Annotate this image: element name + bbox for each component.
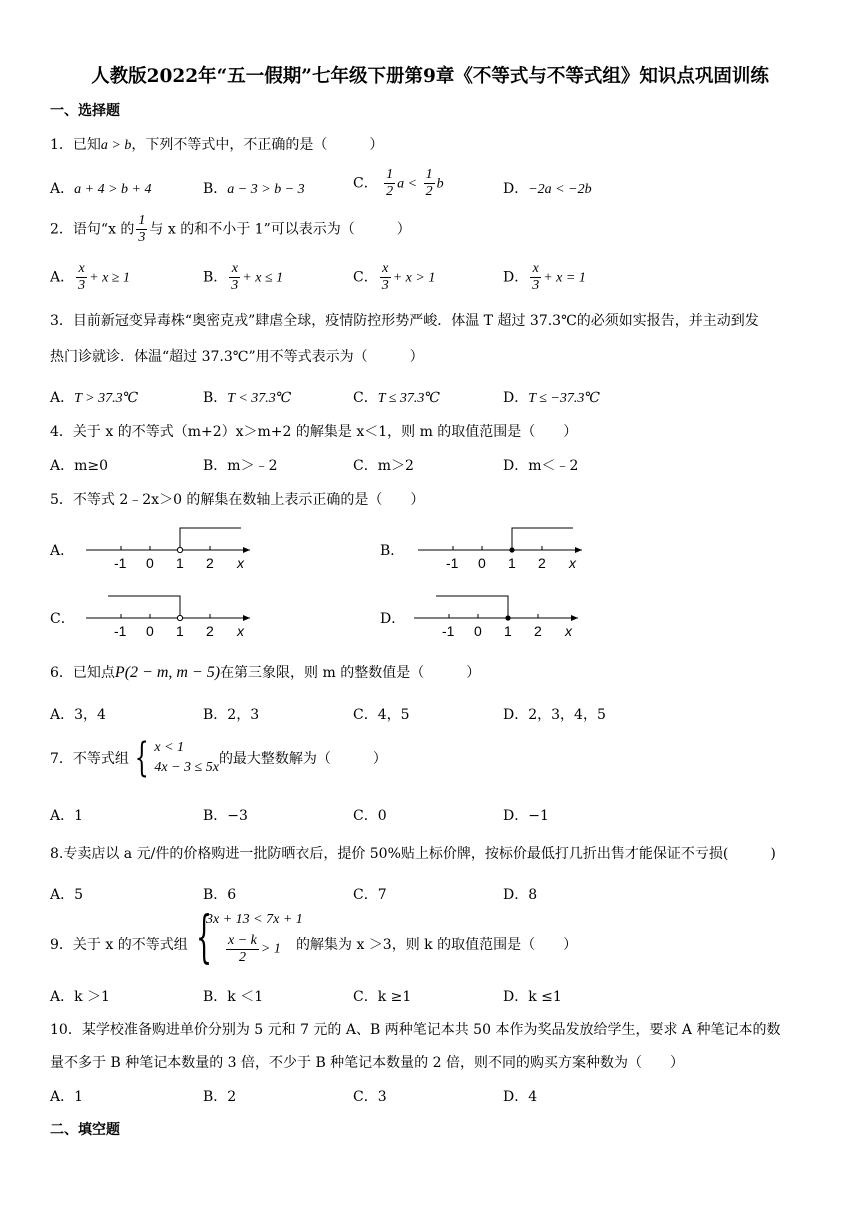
option-expression: a − 3 > b − 3 bbox=[227, 182, 305, 197]
axis-variable: x bbox=[237, 555, 244, 571]
option-letter: B． bbox=[203, 181, 228, 197]
q9-eq-2 bbox=[224, 934, 281, 965]
system-brace: { bbox=[134, 735, 149, 781]
fraction-x-over-3: $\frac{x}{3}$ bbox=[231, 261, 239, 293]
q2-option-c[interactable] bbox=[353, 262, 435, 293]
q2-option-b[interactable] bbox=[203, 262, 283, 293]
fraction-one-half: $\frac{1}{2}$ bbox=[425, 167, 433, 199]
q2-option-a[interactable] bbox=[50, 262, 130, 293]
option-letter: A． bbox=[50, 390, 75, 406]
tick-label: 1 bbox=[176, 623, 184, 639]
fraction-x-over-3: $\frac{x}{3}$ bbox=[532, 261, 540, 293]
q6-option-c[interactable]: C．4，5 bbox=[353, 707, 410, 723]
section-choice-heading: 一、选择题 bbox=[50, 103, 120, 119]
q6-point: P(2 − m, m − 5) bbox=[114, 664, 221, 681]
open-circle bbox=[177, 547, 182, 552]
option-letter: B． bbox=[203, 269, 228, 286]
fraction-one-third: $\frac{1}{3}$ bbox=[138, 213, 146, 245]
option-expression: a < bbox=[397, 176, 418, 192]
q9-option-b[interactable]: B．k ＜1 bbox=[203, 989, 264, 1005]
q5-number-line-b bbox=[412, 520, 592, 572]
inequality-system bbox=[154, 738, 219, 778]
q3-option-c[interactable] bbox=[353, 387, 440, 407]
q1-option-a[interactable] bbox=[50, 178, 151, 198]
q5-option-d-label[interactable]: D． bbox=[380, 611, 406, 627]
option-letter: A． bbox=[50, 269, 75, 286]
q3-option-b[interactable] bbox=[203, 387, 291, 407]
tick-label: -1 bbox=[442, 623, 455, 639]
q4-option-b[interactable]: B．m＞﹣2 bbox=[203, 458, 278, 474]
option-expression: + x > 1 bbox=[392, 270, 436, 286]
q3-option-d[interactable] bbox=[503, 387, 600, 407]
question-7-stem bbox=[50, 735, 387, 781]
q9-option-d[interactable]: D．k ≤1 bbox=[503, 989, 562, 1005]
q7-option-a[interactable]: A．1 bbox=[50, 808, 84, 824]
q7-stem-b: 的最大整数解为（ ） bbox=[218, 751, 387, 767]
option-letter: C． bbox=[353, 269, 378, 286]
option-expression: + x = 1 bbox=[543, 270, 586, 286]
q5-number-line-c bbox=[80, 588, 260, 640]
question-10-line-2: 量不多于 B 种笔记本数量的 3 倍，不少于 B 种笔记本数量的 2 倍，则不同的购买方案种数为（ ） bbox=[50, 1055, 684, 1071]
tick-label: 0 bbox=[478, 555, 486, 571]
tick-label: 0 bbox=[474, 623, 482, 639]
q5-option-a-label[interactable]: A． bbox=[50, 543, 75, 559]
fraction-rest: > 1 bbox=[260, 941, 281, 957]
q1-option-d[interactable] bbox=[503, 178, 592, 198]
question-6-stem bbox=[50, 662, 480, 682]
option-letter: D． bbox=[503, 181, 529, 197]
option-letter: C． bbox=[353, 390, 378, 406]
question-3-line-2: 热门诊就诊．体温“超过 37.3℃”用不等式表示为（ ） bbox=[50, 349, 424, 365]
q8-option-b[interactable]: B．6 bbox=[203, 887, 237, 903]
page-title: 人教版2022年“五一假期”七年级下册第9章《不等式与不等式组》知识点巩固训练 bbox=[91, 66, 769, 87]
tick-label: 1 bbox=[508, 555, 516, 571]
q9-stem-b: 的解集为 x ＞3，则 k 的取值范围是（ ） bbox=[296, 937, 578, 953]
q9-option-c[interactable]: C．k ≥1 bbox=[353, 989, 412, 1005]
q6-stem-b: 在第三象限，则 m 的整数值是（ ） bbox=[220, 665, 481, 681]
option-expression: −2a < −2b bbox=[528, 182, 592, 197]
tick-label: -1 bbox=[114, 623, 127, 639]
tick-label: -1 bbox=[446, 555, 459, 571]
q10-option-c[interactable]: C．3 bbox=[353, 1089, 387, 1105]
tick-label: 2 bbox=[538, 555, 546, 571]
q1-condition: a > b bbox=[100, 138, 132, 153]
q9-option-a[interactable]: A．k ＞1 bbox=[50, 989, 110, 1005]
fraction-denominator: 2 bbox=[238, 950, 246, 965]
question-8-stem: 8.专卖店以 a 元/件的价格购进一批防晒衣后，提价 50%贴上标价牌，按标价最低打几折出售才能保证不亏损( ) bbox=[50, 846, 776, 862]
axis-variable: x bbox=[565, 623, 572, 639]
q8-option-a[interactable]: A．5 bbox=[50, 887, 84, 903]
q1-stem-b: ，下列不等式中，不正确的是（ ） bbox=[131, 137, 384, 153]
q6-option-b[interactable]: B．2，3 bbox=[203, 707, 260, 723]
q7-option-d[interactable]: D．−1 bbox=[503, 808, 549, 824]
q5-option-c-label[interactable]: C． bbox=[50, 611, 75, 627]
option-expression: T < 37.3℃ bbox=[227, 391, 292, 406]
tick-label: 2 bbox=[534, 623, 542, 639]
tick-label: 2 bbox=[206, 555, 214, 571]
axis-variable: x bbox=[569, 555, 576, 571]
q5-number-line-a bbox=[80, 520, 260, 572]
section-fill-heading: 二、填空题 bbox=[50, 1122, 120, 1138]
fraction-x-over-3: $\frac{x}{3}$ bbox=[381, 261, 389, 293]
question-3-line-1: 3．目前新冠变异毒株“奥密克戎”肆虐全球，疫情防控形势严峻．体温 T 超过 37.3℃的必须如实报告，并主动到发 bbox=[50, 313, 759, 329]
tick-label: -1 bbox=[114, 555, 127, 571]
q1-option-c[interactable] bbox=[353, 168, 444, 199]
q5-option-b-label[interactable]: B． bbox=[380, 543, 405, 559]
option-expression: + x ≥ 1 bbox=[89, 270, 130, 286]
tick-label: 1 bbox=[176, 555, 184, 571]
option-letter: B． bbox=[203, 390, 228, 406]
q10-option-b[interactable]: B．2 bbox=[203, 1089, 237, 1105]
q7-stem-a: 7．不等式组 bbox=[50, 751, 129, 767]
question-1-stem bbox=[50, 134, 383, 154]
tick-label: 2 bbox=[206, 623, 214, 639]
option-expression: T ≤ −37.3℃ bbox=[528, 391, 601, 406]
fraction-one-half: $\frac{1}{2}$ bbox=[386, 167, 394, 199]
question-4-stem: 4．关于 x 的不等式（m+2）x＞m+2 的解集是 x＜1，则 m 的取值范围是（ ） bbox=[50, 424, 578, 440]
filled-circle bbox=[509, 547, 514, 552]
q5-number-line-d bbox=[408, 588, 588, 640]
q4-option-c[interactable]: C．m＞2 bbox=[353, 458, 414, 474]
q7-option-c[interactable]: C．0 bbox=[353, 808, 387, 824]
option-expression: + x ≤ 1 bbox=[242, 270, 284, 286]
q2-stem-a: 2．语句“x 的 bbox=[50, 221, 135, 238]
system-eq-2: 4x − 3 ≤ 5x bbox=[154, 760, 219, 775]
q6-option-d[interactable]: D．2，3，4，5 bbox=[503, 707, 606, 723]
q8-option-c[interactable]: C．7 bbox=[353, 887, 387, 903]
tick-label: 0 bbox=[146, 623, 154, 639]
option-expression: T ≤ 37.3℃ bbox=[377, 391, 441, 406]
q1-option-b[interactable] bbox=[203, 178, 305, 198]
tick-marks bbox=[121, 546, 210, 550]
q2-stem-b: 与 x 的和不小于 1”可以表示为（ ） bbox=[149, 221, 411, 238]
axis-variable: x bbox=[237, 623, 244, 639]
fraction-numerator: x − k bbox=[228, 933, 257, 948]
q10-option-a[interactable]: A．1 bbox=[50, 1089, 84, 1105]
system-brace: { bbox=[196, 905, 213, 970]
tick-label: 1 bbox=[504, 623, 512, 639]
question-2-stem bbox=[50, 214, 411, 245]
q6-option-a[interactable]: A．3，4 bbox=[50, 707, 106, 723]
option-expression: T > 37.3℃ bbox=[74, 391, 139, 406]
question-5-stem: 5．不等式 2﹣2x＞0 的解集在数轴上表示正确的是（ ） bbox=[50, 492, 425, 508]
q7-option-b[interactable]: B．−3 bbox=[203, 808, 248, 824]
question-10-line-1: 10．某学校准备购进单价分别为 5 元和 7 元的 A、B 两种笔记本共 50 本作为奖品发放给学生，要求 A 种笔记本的数 bbox=[50, 1022, 781, 1038]
filled-circle bbox=[505, 615, 510, 620]
q9-eq-1: 3x + 13 < 7x + 1 bbox=[206, 912, 303, 927]
q8-option-d[interactable]: D．8 bbox=[503, 887, 538, 903]
option-expression: b bbox=[436, 176, 444, 192]
fraction-x-over-3: $\frac{x}{3}$ bbox=[78, 261, 86, 293]
option-letter: A． bbox=[50, 181, 75, 197]
option-expression: a + 4 > b + 4 bbox=[74, 182, 152, 197]
q1-stem-a: 1．已知 bbox=[50, 137, 101, 153]
option-letter: C． bbox=[353, 175, 378, 192]
q4-option-a[interactable]: A．m≥0 bbox=[50, 458, 109, 474]
q3-option-a[interactable] bbox=[50, 387, 138, 407]
tick-label: 0 bbox=[146, 555, 154, 571]
q2-option-d[interactable] bbox=[503, 262, 586, 293]
q4-option-d[interactable]: D．m＜﹣2 bbox=[503, 458, 579, 474]
open-circle bbox=[177, 615, 182, 620]
q9-stem-a: 9．关于 x 的不等式组 bbox=[50, 937, 188, 953]
q10-option-d[interactable]: D．4 bbox=[503, 1089, 538, 1105]
option-letter: D． bbox=[503, 269, 529, 286]
system-eq-1: x < 1 bbox=[154, 740, 185, 755]
option-letter: D． bbox=[503, 390, 529, 406]
q6-stem-a: 6．已知点 bbox=[50, 665, 115, 681]
